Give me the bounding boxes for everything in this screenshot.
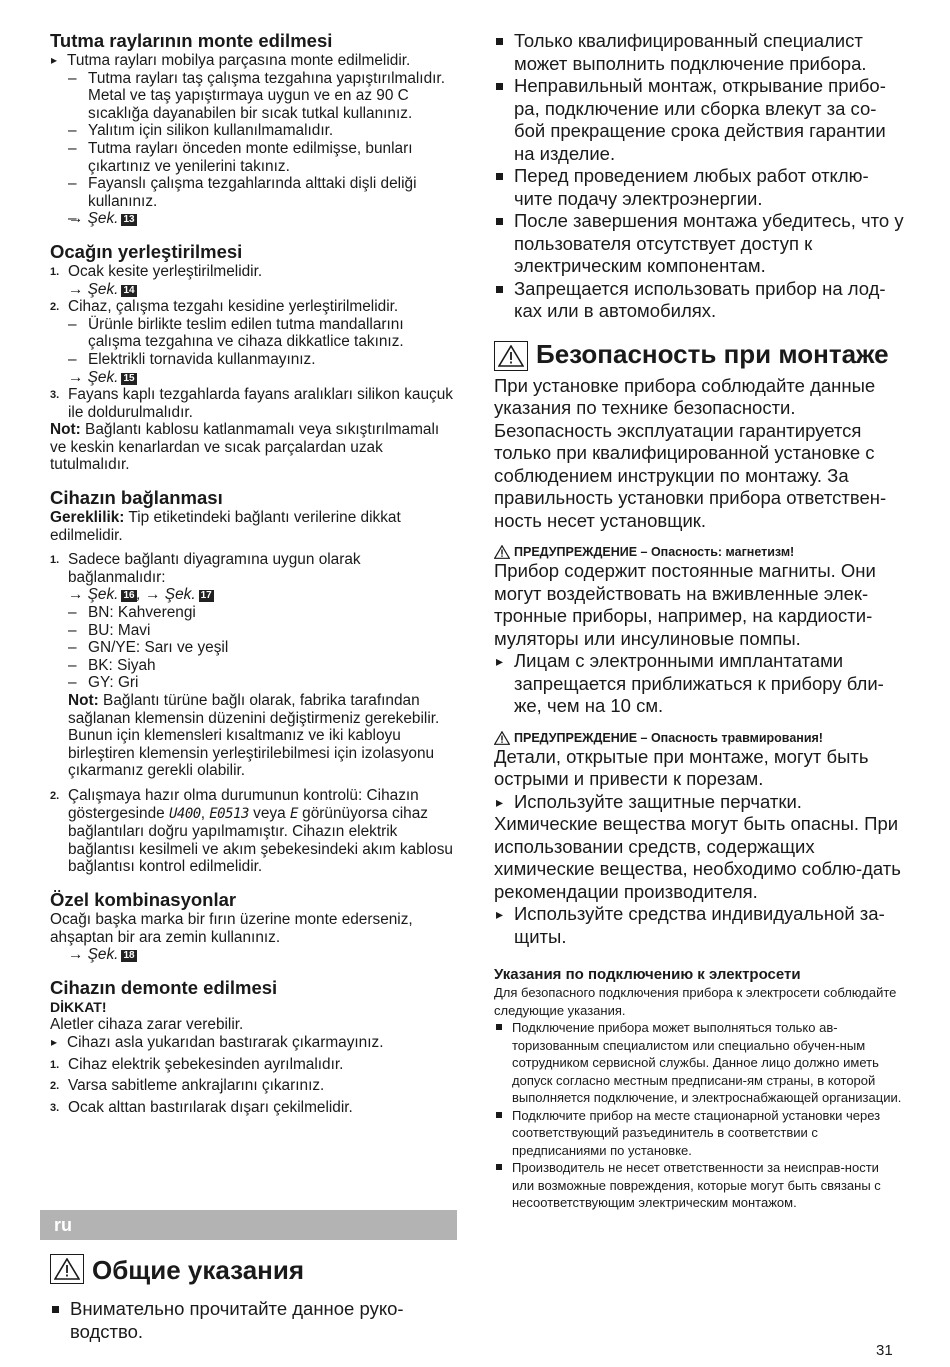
warning-triangle-icon: [494, 545, 510, 559]
requirement: Gereklilik: Tip etiketindeki bağlantı verilerine dikkat edilmelidir.: [50, 509, 401, 544]
numbered-step: 2. Çalışmaya hazır olma durumunun kontrolü: Cihazın göstergesinde U400, E0513 veya E görünüyorsa cihaz bağlantıları doğru yapılmamıştır. Cihazın elektrik bağlantısı kesilmeli ve akım şebekesindeki akım kablosu bağlantısı kontrol edilmelidir.: [50, 786, 453, 876]
wire-color: – BN: Kahverengi: [68, 604, 458, 622]
numbered-step: 1. Sadece bağlantı diyagramına uygun olarak bağlanmalıdır:: [50, 551, 361, 586]
figure-ref: – → Şek. 13: [50, 210, 458, 228]
list-item: Подключите прибор на месте стационарной установки через соответствующий разъединитель в соответствии с предписаниями по установке.: [494, 1107, 904, 1160]
section-dismantle: Cihazın demonte edilmesi DİKKAT! Aletler cihaza zarar verebilir. ▸ Cihazı asla yukarıdan bastırarak çıkarmayınız. 1. Cihaz elektrik şebekesinden ayrılmalıdır. 2. Varsa sabitleme ankrajlarını çıkarınız. 3. Ocak alttan bastırılarak dışarı çekilmelidir.: [50, 977, 458, 1117]
right-column: Только квалифицированный специалист может выполнить подключение прибора. Неправильный монтаж, открывание прибо-ра, подключение или сборка влекут за со-бой прекращение срока действия гарантии на изделие. Перед проведением любых работ отклю-чите подачу электроэнергии. После завершения монтажа убедитесь, что у пользователя отсутствует доступ к электрическим компонентам. Запрещается использовать прибор на лод-ках или в автомобилях. Безопасность при монтаже При установке прибора соблюдайте данные указания по технике безопасности. Безопасность эксплуатации гарантируется только при квалифицированной установке с соблюдением инструкции по монтажу. За правильность установки прибора ответствен-ность несет установщик. ПРЕДУПРЕЖДЕНИЕ – Опасность: магнетизм! Прибор содержит постоянные магниты. Они могут воздействовать на вживленные элек-тронные приборы, например, на кардиости-муляторы или инсулиновые помпы. ▸ Лицам с электронными имплантатами запрещается приближаться к прибору бли-же, чем на 10 см. ПРЕДУПРЕЖДЕНИЕ – Опасность травмирования! Детали, открытые при монтаже, могут быть острыми и привести к порезам. ▸ Используйте защитные перчатки. Химические вещества могут быть опасны. При использовании средств, содержащих химические вещества, необходимо соблю-дать рекомендации производителя. ▸ Используйте средства индивидуальной за-щиты. Указания по подключению к электросети Для безопасного подключения прибора к электросети соблюдайте следующие указания. Подключение прибора может выполняться только ав-торизованным специалистом или специально обучен-ным сотрудником сервисной службы. Данное лицо должно иметь допуск согласно местным предписани-ям страны, в которой выполняется подключение, и электроснабжающей организации. Подключите прибор на месте стационарной установки через соответствующий разъединитель в соответствии с предписаниями по установке. Производитель не несет ответственности за неисправ-ности или возможные повреждения, которые могут быть связаны с несоответствующим электрическим монтажом.: [494, 30, 904, 1212]
list-item: Подключение прибора может выполняться только ав-торизованным специалистом или специально обучен-ным сотрудником сервисной службы. Данное лицо должно иметь допуск согласно местным предписани-ям страны, в которой выполняется подключение, и электроснабжающей организации.: [494, 1019, 904, 1107]
list-item: Производитель не несет ответственности за неисправ-ности или возможные повреждения, которые могут быть связаны с несоответствующим электрическим монтажом.: [494, 1159, 904, 1212]
section-title: Общие указания: [92, 1255, 305, 1285]
numbered-step: 2. Varsa sabitleme ankrajlarını çıkarınız.: [50, 1077, 325, 1095]
list-item: – Ürünle birlikte teslim edilen tutma mandallarını çalışma tezgahına ve cihaza dikkatlice takınız.: [68, 316, 458, 351]
numbered-step: 1. Ocak kesite yerleştirilmelidir.: [50, 262, 263, 280]
numbered-step: 3. Fayans kaplı tezgahlarda fayans aralıkları silikon kauçuk ile doldurulmalıdır.: [50, 386, 453, 421]
list-item: – Elektrikli tornavida kullanmayınız.: [68, 351, 458, 369]
list-item: – Tutma rayları önceden monte edilmişse, bunları çıkartınız ve yenilerini takınız.: [50, 140, 458, 175]
instruction: ▸ Tutma rayları mobilya parçasına monte edilmelidir.: [50, 52, 458, 70]
caution-label: DİKKAT!: [50, 998, 107, 1015]
list-item: После завершения монтажа убедитесь, что у пользователя отсутствует доступ к электрическим компонентам.: [494, 210, 904, 278]
numbered-step: 1. Cihaz elektrik şebekesinden ayrılmalıdır.: [50, 1055, 344, 1073]
list-item: – Yalıtım için silikon kullanılmamalıdır.: [50, 122, 458, 140]
warning-heading: ПРЕДУПРЕЖДЕНИЕ – Опасность травмирования!: [494, 730, 904, 746]
warning-heading: ПРЕДУПРЕЖДЕНИЕ – Опасность: магнетизм!: [494, 544, 904, 560]
language-bar: ru: [40, 1210, 457, 1240]
section-placement: [50, 241, 458, 474]
section-title: Tutma raylarının monte edilmesi: [50, 30, 333, 51]
figure-ref: → Şek. 18: [68, 946, 135, 964]
numbered-step: 3. Ocak alttan bastırılarak dışarı çekilmelidir.: [50, 1098, 353, 1116]
wire-color: – GN/YE: Sarı ve yeşil: [68, 639, 458, 657]
note: Not: Bağlantı türüne bağlı olarak, fabrika tarafından sağlanan klemensin düzenini değiştirmeniz gerekebilir. Bunun için klemensleri kısaltmanız ve iki kabloyu birleştiren klemensin yerleştirilebilmesi için izolasyonu çıkarmanız gerekli olabilir.: [68, 692, 440, 780]
list-item: Только квалифицированный специалист может выполнить подключение прибора.: [494, 30, 904, 75]
electrical-section: Указания по подключению к электросети Для безопасного подключения прибора к электросети соблюдайте следующие указания. Подключение прибора может выполняться только ав-торизованным специалистом или специально обучен-ным сотрудником сервисной службы. Данное лицо должно иметь допуск согласно местным предписани-ям страны, в которой выполняется подключение, и электроснабжающей организации. Подключите прибор на месте стационарной установки через соответствующий разъединитель в соответствии с предписаниями по установке. Производитель не несет ответственности за неисправ-ности или возможные повреждения, которые могут быть связаны с несоответствующим электрическим монтажом.: [494, 966, 904, 1212]
figure-ref: → Şek. 14: [68, 280, 135, 298]
section-special: Özel kombinasyonlar Ocağı başka marka bir fırın üzerine monte ederseniz, ahşaptan bir ara zemin kullanınız. → Şek. 18: [50, 889, 458, 964]
ru-general-section: [50, 1254, 458, 1343]
list-item: Перед проведением любых работ отклю-чите подачу электроэнергии.: [494, 165, 904, 210]
display-code: E: [289, 805, 298, 822]
numbered-step: 2. Cihaz, çalışma tezgahı kesidine yerleştirilmelidir.: [50, 298, 399, 316]
list-item: Запрещается использовать прибор на лод-ках или в автомобилях.: [494, 278, 904, 323]
section-title: Указания по подключению к электросети: [494, 966, 801, 983]
figure-ref: → Şek. 15: [68, 368, 135, 386]
figure-ref: → Şek. 16 , → Şek. 17: [68, 586, 212, 604]
figure-number: 13: [123, 214, 135, 226]
section-connection: [50, 487, 458, 876]
list-item: – Fayanslı çalışma tezgahlarında alttaki dişli deliği kullanınız.: [50, 175, 458, 210]
warning-icon: [494, 341, 528, 371]
section-title: Özel kombinasyonlar: [50, 888, 237, 910]
display-code: E0513: [209, 805, 249, 822]
section-title: Безопасность при монтаже: [536, 338, 889, 369]
section-title: Cihazın demonte edilmesi: [50, 976, 278, 998]
page-number: 31: [876, 1342, 893, 1359]
section-rails: [50, 30, 458, 228]
list-item: – Tutma rayları taş çalışma tezgahına yapıştırılmalıdır. Metal ve taş yapıştırmaya uygun ve en az 90 C sıcaklığa dayanabilen bir sıcak tutkal kullanınız.: [50, 70, 458, 123]
left-column: [50, 30, 458, 1129]
section-title: Cihazın bağlanması: [50, 487, 223, 509]
note: Not: Bağlantı kablosu katlanmamalı veya sıkıştırılmamalı ve keskin kenarlardan ve sıcak parçalardan uzak tutulmalıdır.: [50, 421, 440, 474]
list-item: Внимательно прочитайте данное руко-водство.: [50, 1298, 458, 1343]
wire-color: – GY: Gri: [68, 674, 458, 692]
warning-triangle-icon: [494, 731, 510, 745]
section-title: Ocağın yerleştirilmesi: [50, 240, 243, 262]
display-code: U400: [168, 805, 201, 822]
wire-color: – BK: Siyah: [68, 657, 458, 675]
wire-color: – BU: Mavi: [68, 622, 458, 640]
list-item: Неправильный монтаж, открывание прибо-ра, подключение или сборка влекут за со-бой прекращение срока действия гарантии на изделие.: [494, 75, 904, 165]
warning-icon: [50, 1254, 84, 1284]
